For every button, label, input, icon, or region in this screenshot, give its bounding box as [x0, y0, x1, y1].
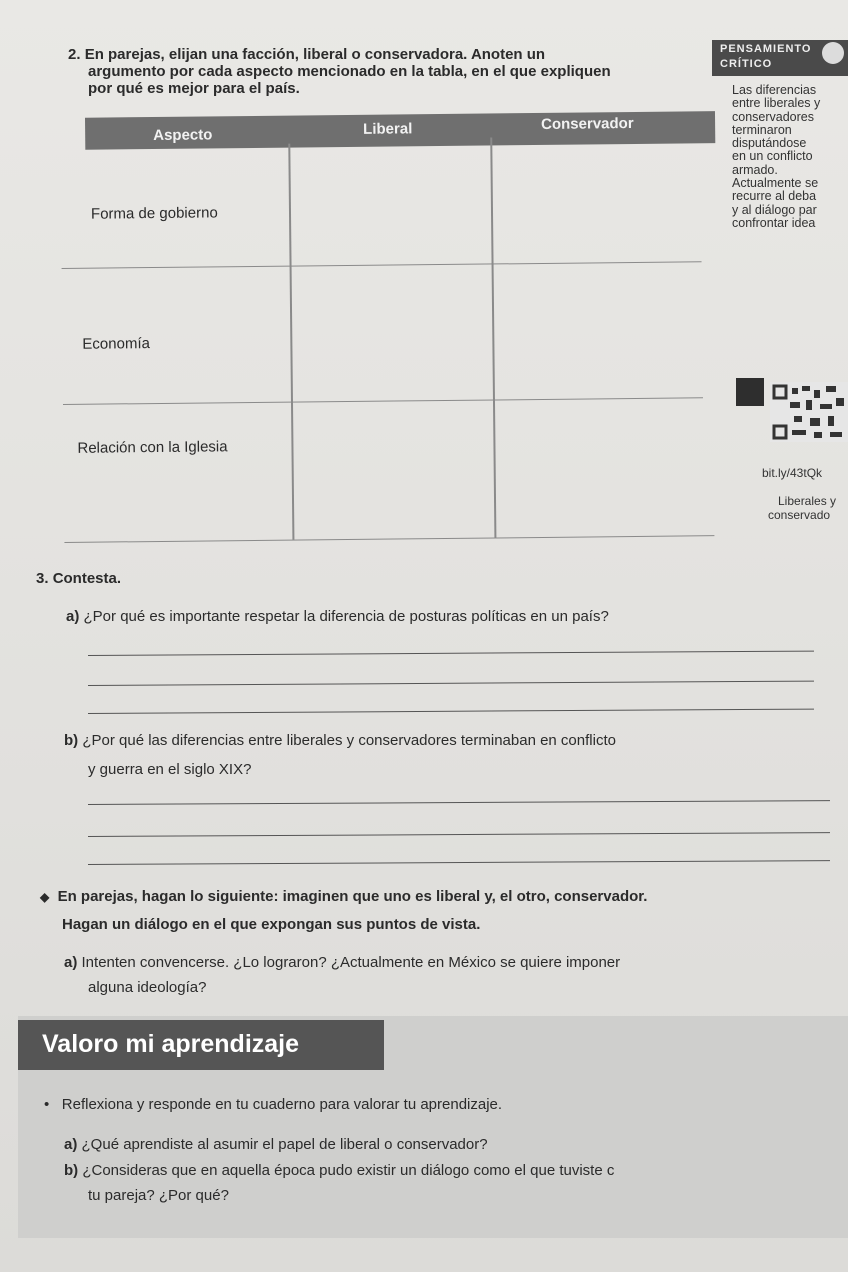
valoro-question-b: [64, 1160, 848, 1206]
answer-line[interactable]: [88, 832, 830, 837]
valoro-a-text: ¿Qué aprendiste al asumir el papel de liberal o conservador?: [81, 1136, 488, 1153]
answer-line[interactable]: [88, 709, 814, 715]
activity-3-title: [36, 570, 121, 587]
answer-cell-conservador-iglesia[interactable]: [497, 400, 698, 534]
valoro-a-letter: a): [64, 1136, 78, 1153]
activity-2-instructions: [68, 46, 708, 97]
answer-line[interactable]: [88, 681, 814, 687]
answer-cell-liberal-iglesia[interactable]: [295, 403, 491, 537]
valoro-b-line-2: tu pareja? ¿Por qué?: [88, 1187, 229, 1204]
sidebar-line: en un conflicto: [732, 149, 813, 164]
pairs-a-line-1: Intenten convencerse. ¿Lo lograron? ¿Actualmente en México se quiere imponer: [81, 954, 621, 971]
valoro-heading: [18, 1020, 384, 1070]
valoro-intro-text: Reflexiona y responde en tu cuaderno para valorar tu aprendizaje.: [61, 1096, 503, 1113]
pairs-question-a: [64, 952, 620, 998]
factions-table: [60, 111, 724, 546]
brain-icon: [822, 42, 844, 64]
valoro-title: Valoro mi aprendizaje: [42, 1030, 300, 1058]
row-label-relacion-iglesia: Relación con la Iglesia: [77, 438, 228, 457]
pairs-a-letter: a): [64, 954, 78, 971]
sidebar-line: Las diferencias: [732, 84, 817, 97]
round-bullet-icon: •: [44, 1096, 50, 1113]
activity-2-line-1: En parejas, elijan una facción, liberal o conservadora. Anoten un: [84, 46, 546, 63]
critical-thinking-badge: [712, 40, 848, 76]
row-label-economia: Economía: [82, 335, 151, 353]
activity-2-line-3: por qué es mejor para el país.: [88, 80, 300, 97]
badge-line-1: PENSAMIENTO: [720, 43, 812, 55]
pairs-activity: [40, 886, 647, 935]
activity-3-number: 3.: [36, 570, 49, 587]
activity-2-number: 2.: [68, 46, 81, 63]
sidebar-caption-line-1: Liberales y: [778, 494, 837, 508]
header-liberal: Liberal: [363, 120, 413, 138]
qr-code-icon[interactable]: [770, 382, 848, 442]
sidebar-line: terminaron: [732, 122, 792, 137]
sidebar-line: confrontar idea: [732, 215, 816, 230]
row-label-forma-de-gobierno: Forma de gobierno: [90, 204, 218, 223]
question-b-letter: b): [64, 732, 79, 749]
sidebar-line: recurre al deba: [732, 189, 817, 204]
valoro-intro: [44, 1094, 502, 1115]
row-divider: [64, 535, 714, 543]
sidebar-line: conservadores: [732, 109, 814, 124]
sidebar-line: entre liberales y: [732, 96, 821, 111]
sidebar-line: y al diálogo par: [732, 202, 817, 217]
valoro-question-a: [64, 1134, 488, 1155]
pairs-line-1: En parejas, hagan lo siguiente: imaginen que uno es liberal y, el otro, conservador.: [57, 888, 648, 905]
pairs-line-2: Hagan un diálogo en el que expongan sus puntos de vista.: [62, 916, 481, 933]
answer-line[interactable]: [88, 651, 814, 657]
badge-line-2: CRÍTICO: [720, 58, 773, 70]
sidebar-text: [732, 84, 848, 230]
activity-2-line-2: argumento por cada aspecto mencionado en la tabla, en el que expliquen: [88, 63, 611, 80]
diamond-bullet-icon: ◆: [40, 890, 50, 904]
answer-line[interactable]: [88, 800, 830, 805]
answer-line[interactable]: [88, 860, 830, 865]
answer-cell-liberal-economia[interactable]: [294, 267, 490, 399]
sidebar-line: armado.: [732, 162, 778, 177]
valoro-b-letter: b): [64, 1162, 79, 1179]
answer-cell-liberal-gobierno[interactable]: [292, 146, 488, 264]
answer-cell-conservador-economia[interactable]: [496, 264, 697, 396]
question-b-line-2: y guerra en el siglo XIX?: [88, 761, 252, 778]
sidebar-line: disputándose: [732, 136, 807, 151]
answer-cell-conservador-gobierno[interactable]: [494, 143, 695, 261]
question-b: [64, 730, 616, 780]
sidebar-dark-tab: [736, 378, 764, 406]
header-aspecto: Aspecto: [153, 126, 213, 145]
header-conservador: Conservador: [541, 114, 634, 133]
question-a: [66, 606, 609, 627]
sidebar-line: Actualmente se: [732, 176, 819, 191]
pairs-a-line-2: alguna ideología?: [88, 979, 207, 996]
valoro-b-line-1: ¿Consideras que en aquella época pudo existir un diálogo como el que tuviste c: [82, 1162, 615, 1179]
sidebar-caption-line-2: conservado: [768, 508, 831, 522]
sidebar-link[interactable]: bit.ly/43tQk: [762, 466, 823, 480]
activity-3-heading: Contesta.: [52, 570, 122, 587]
question-a-text: ¿Por qué es importante respetar la diferencia de posturas políticas en un país?: [83, 608, 609, 625]
question-b-line-1: ¿Por qué las diferencias entre liberales y conservadores terminaban en conflicto: [82, 732, 616, 749]
question-a-letter: a): [66, 608, 80, 625]
